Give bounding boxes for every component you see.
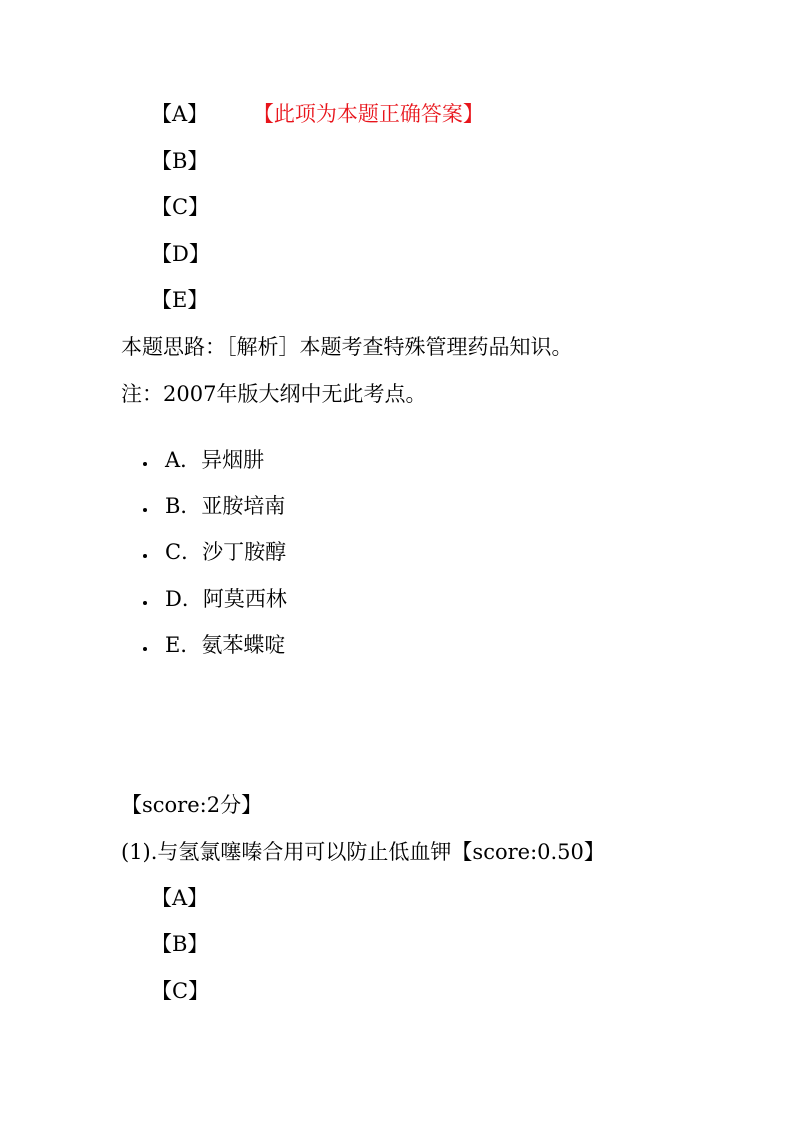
- bullet-icon: [143, 462, 147, 466]
- choice-text: A．异烟肼: [165, 448, 265, 472]
- option-b: 【B】: [151, 149, 209, 173]
- option-e: 【E】: [151, 288, 209, 312]
- list-item: [143, 492, 285, 520]
- list-item: [143, 585, 287, 613]
- option-a: 【A】: [151, 886, 209, 910]
- option-a-label: 【A】: [151, 102, 209, 126]
- analysis-text: 本题思路：［解析］本题考查特殊管理药品知识。: [121, 335, 573, 359]
- list-item: [143, 446, 264, 474]
- bullet-icon: [143, 508, 147, 512]
- choice-text: E．氨苯蝶啶: [165, 633, 286, 657]
- option-b: 【B】: [151, 932, 209, 956]
- choice-text: C．沙丁胺醇: [165, 540, 287, 564]
- bullet-icon: [143, 601, 147, 605]
- choice-text: B．亚胺培南: [165, 494, 286, 518]
- option-d: 【D】: [151, 242, 210, 266]
- note-text: 注：2007年版大纲中无此考点。: [121, 382, 427, 406]
- bullet-icon: [143, 647, 147, 651]
- option-a: [151, 100, 484, 128]
- subquestion-text: (1).与氢氯噻嗪合用可以防止低血钾【score:0.50】: [121, 840, 605, 864]
- correct-answer-marker: 【此项为本题正确答案】: [252, 102, 484, 126]
- choice-text: D．阿莫西林: [165, 587, 287, 611]
- score-label: 【score:2分】: [121, 793, 263, 817]
- list-item: [143, 631, 285, 659]
- list-item: [143, 538, 286, 566]
- option-c: 【C】: [151, 979, 210, 1003]
- bullet-icon: [143, 554, 147, 558]
- option-c: 【C】: [151, 195, 210, 219]
